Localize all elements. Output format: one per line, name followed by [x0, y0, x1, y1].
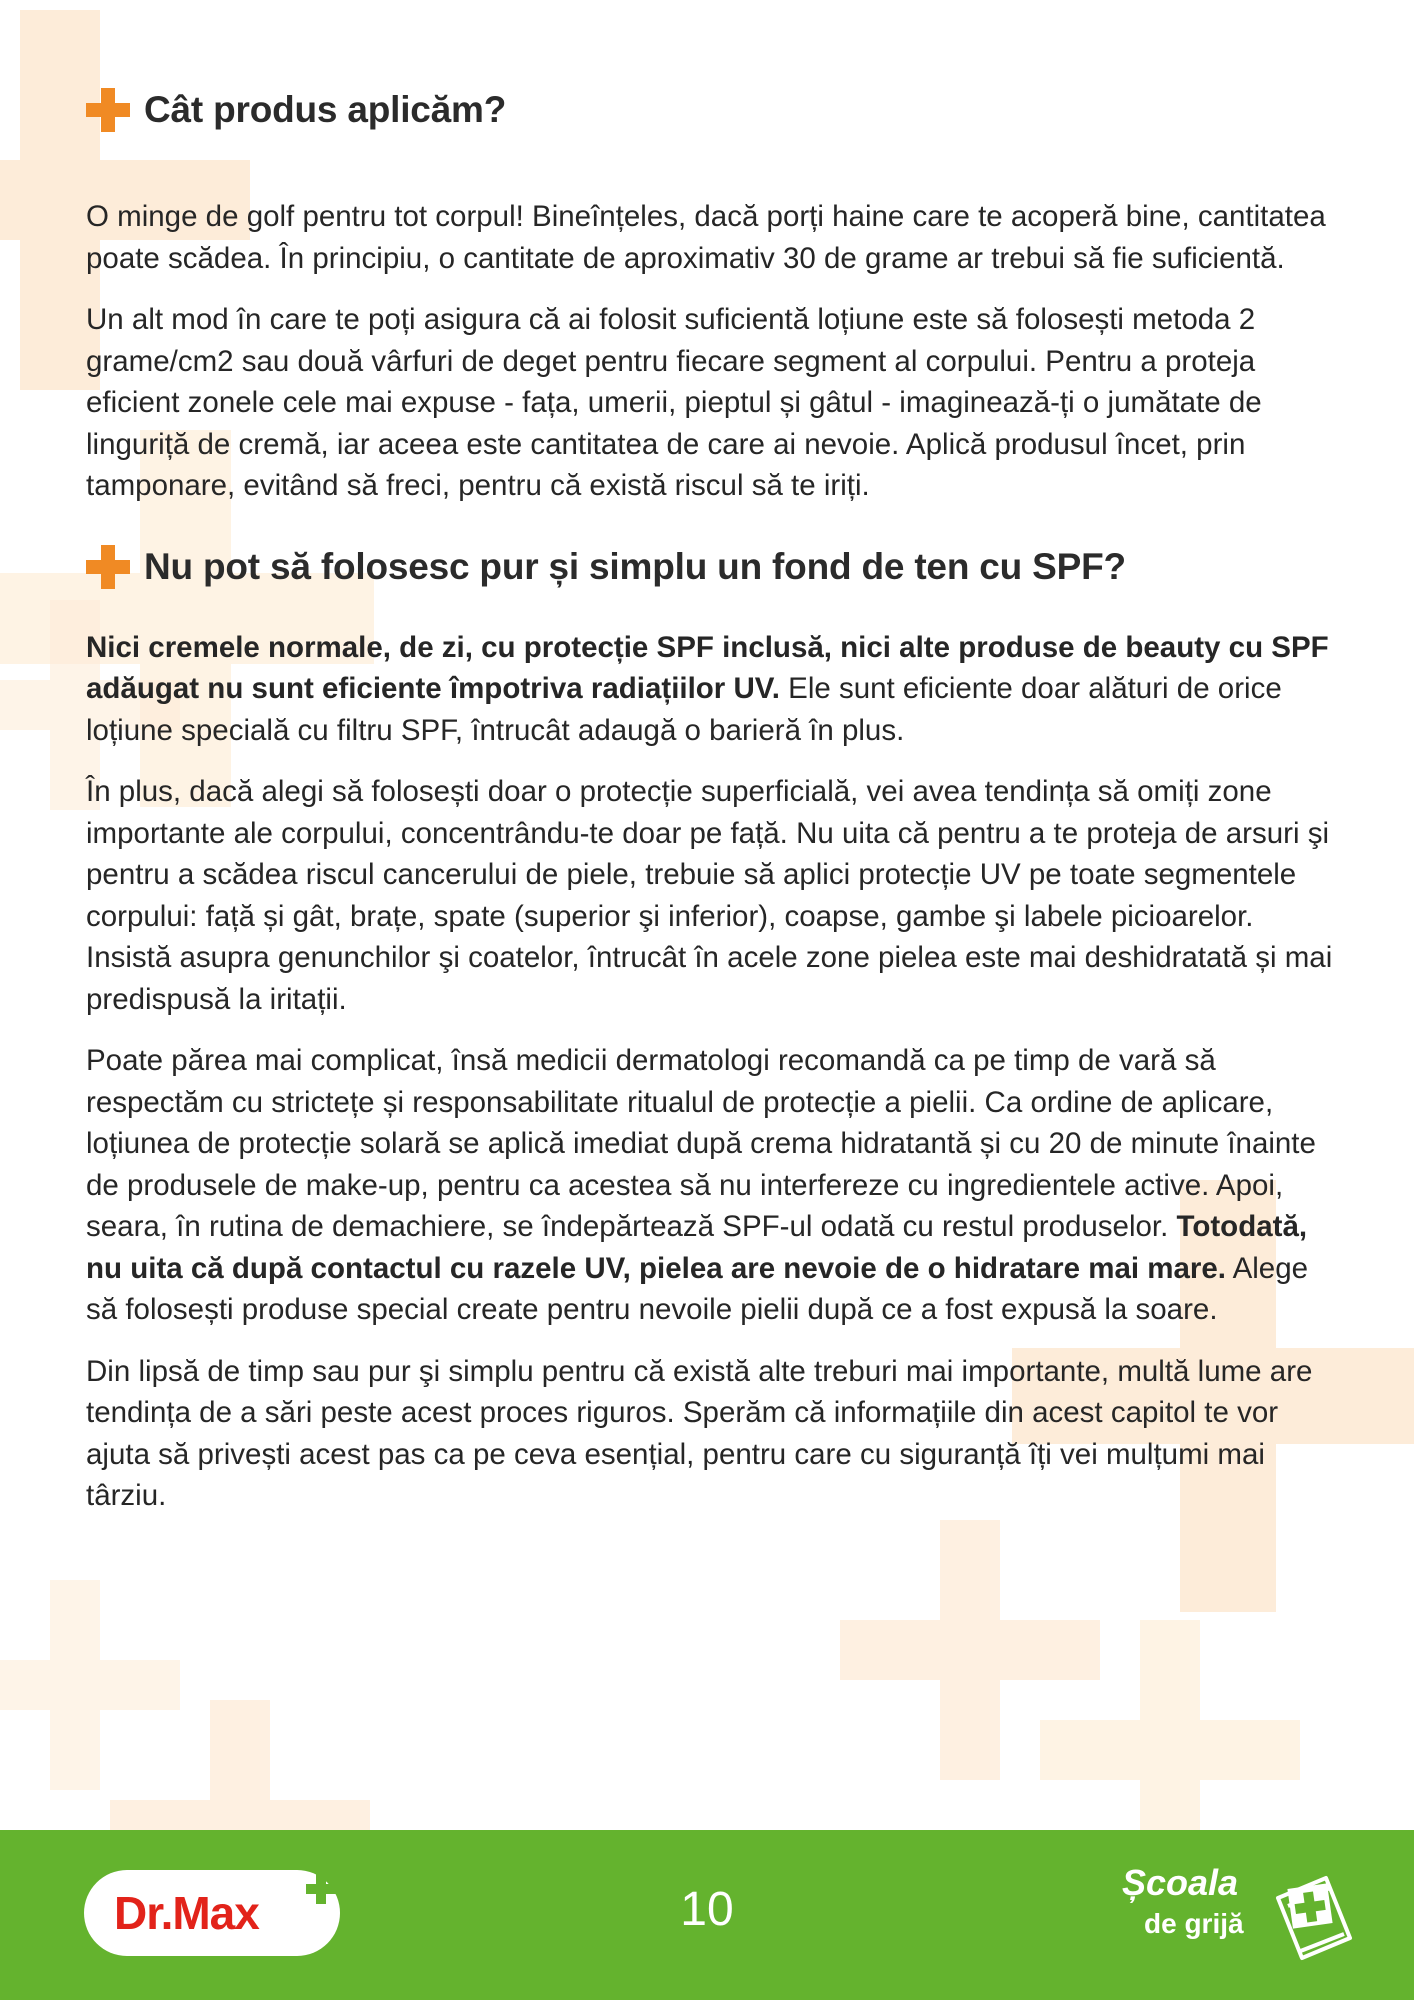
- article-content: [86, 88, 1336, 1517]
- paragraph: Din lipsă de timp sau pur şi simplu pentru că există alte treburi mai importante, multă lume are tendința de a sări peste acest proces riguros. Sperăm că informațiile din acest capitol te vor ajuta să privești acest pas ca pe ceva esențial, pentru care cu siguranță îți vei mulțumi mai târziu.: [86, 1354, 1313, 1512]
- paragraph: O minge de golf pentru tot corpul! Bineînțeles, dacă porți haine care te acoperă bine, cantitatea poate scădea. În principiu, o cantitate de aproximativ 30 de grame ar trebui să fie suficientă.: [86, 200, 1326, 275]
- paragraph: [86, 627, 1336, 752]
- bold-statement: Nici cremele normale, de zi, cu protecție SPF inclusă, nici alte produse de beauty cu SPF adăugat nu sunt eficiente împotriva radiațiilor UV.: [86, 630, 1329, 705]
- paragraph: În plus, dacă alegi să folosești doar o protecție superficială, vei avea tendința să omiți zone importante ale corpului, concentrându-te doar pe față. Nu uita că pentru a te proteja de arsuri şi pentru a scădea riscul cancerului de piele, trebuie să aplici protecție UV pe toate segmentele corpului: față și gât, brațe, spate (superior şi inferior), coapse, gambe şi labele picioarelor. Insistă asupra genunchilor şi coatelor, întrucât în acele zone pielea este mai deshidratată și mai predispusă la iritații.: [86, 775, 1333, 1016]
- section-heading-amount: [86, 88, 1336, 132]
- paragraph-text: Ele sunt eficiente doar alături de orice loțiune specială cu filtru SPF, întrucât adaugă o barieră în plus.: [86, 672, 1282, 747]
- program-title: Școala: [1122, 1862, 1239, 1903]
- page-footer: [0, 1830, 1414, 2000]
- paragraph-text: Poate părea mai complicat, însă medicii dermatologi recomandă ca pe timp de vară să respectăm cu strictețe și responsabilitate ritualul de protecție a pielii. Ca ordine de aplicare, loțiunea de protecție solară se aplică imediat după crema hidratantă și cu 20 de minute înainte de produsele de make-up, pentru ca acestea să nu interfereze cu ingredientele active. Apoi, seara, în rutina de demachiere, se îndepărtează SPF-ul odată cu restul produselor.: [86, 1044, 1316, 1243]
- program-subtitle: de grijă: [1144, 1908, 1244, 1939]
- section-heading-spf-foundation: [86, 545, 1336, 589]
- plus-icon: [86, 545, 130, 589]
- deco-cross: [0, 1580, 180, 1790]
- section-title: Nu pot să folosesc pur și simplu un fond de ten cu SPF?: [144, 545, 1126, 587]
- brand-logo-text: Dr.Max: [114, 1887, 259, 1939]
- book-plus-icon: [1268, 1868, 1368, 1964]
- page-number: 10: [680, 1883, 734, 1936]
- section-title: Cât produs aplicăm?: [144, 89, 507, 130]
- plus-icon: [86, 88, 130, 132]
- paragraph-text: Alege să folosești produse special create pentru nevoile pielii după ce a fost expusă la soare.: [86, 1251, 1309, 1326]
- scoala-de-grija-logo: [1118, 1860, 1374, 1972]
- paragraph: [86, 1040, 1336, 1331]
- bold-statement: Totodată, nu uita că după contactul cu razele UV, pielea are nevoie de o hidratare mai mare.: [86, 1210, 1308, 1285]
- paragraph: Un alt mod în care te poți asigura că ai folosit suficientă loțiune este să folosești metoda 2 grame/cm2 sau două vârfuri de deget pentru fiecare segment al corpului. Pentru a proteja eficient zonele cele mai expuse - fața, umerii, pieptul și gâtul - imaginează-ți o jumătate de linguriță de cremă, iar aceea este cantitatea de care ai nevoie. Aplică produsul încet, prin tamponare, evitând să freci, pentru că există riscul să te iriți.: [86, 303, 1262, 502]
- deco-cross: [110, 1700, 370, 1830]
